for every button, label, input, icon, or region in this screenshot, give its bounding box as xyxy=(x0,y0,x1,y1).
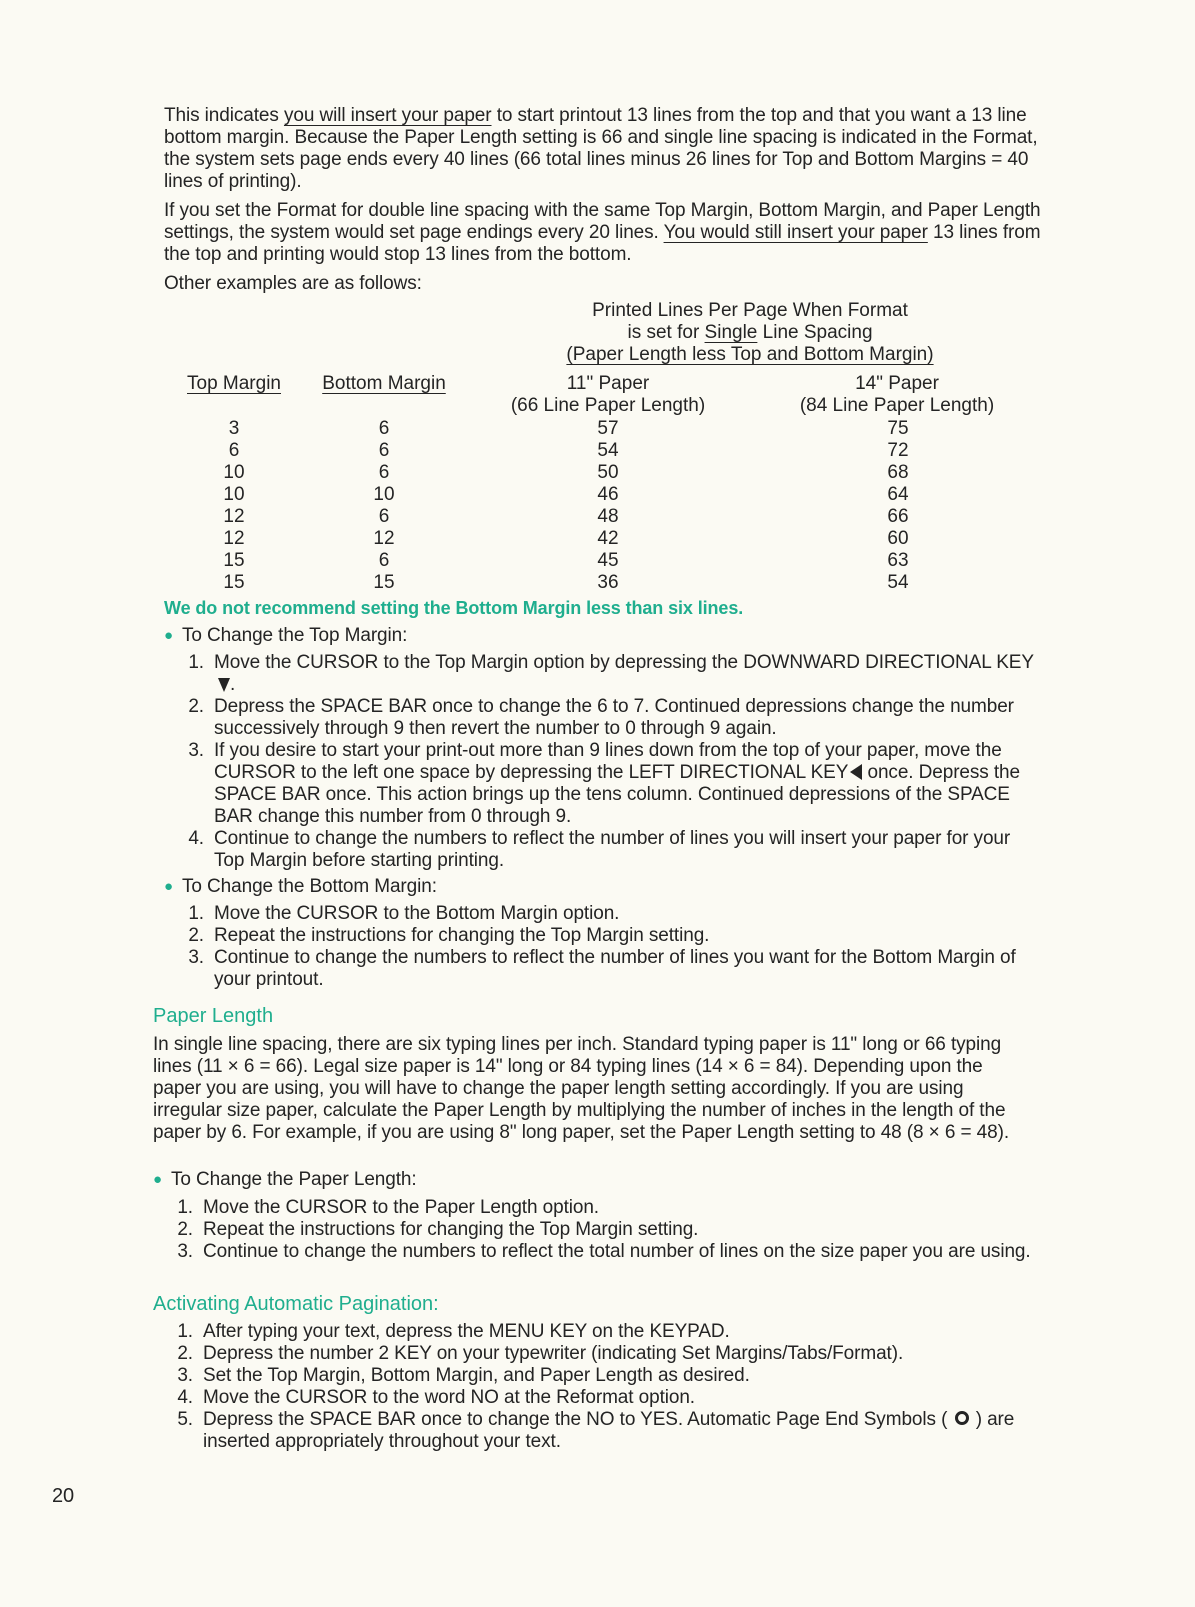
top-margin-bullet: ● To Change the Top Margin: xyxy=(164,625,408,646)
intro-paragraph-2: If you set the Format for double line spacing with the same Top Margin, Bottom Margin, and Paper Length settings, the system would set page endings every 20 lines. You would still insert your paper 13 lines from the top and printing would stop 13 lines from the bottom. xyxy=(164,200,1041,265)
table-cell: 48 xyxy=(597,506,619,527)
list-item: 1. After typing your text, depress the MENU KEY on the KEYPAD. xyxy=(177,1321,730,1342)
column-14-paper-values xyxy=(850,418,946,594)
table-cell: 12 xyxy=(223,528,245,549)
list-item: 1. Move the CURSOR to the Paper Length option. xyxy=(177,1197,599,1218)
table-cell: 63 xyxy=(887,550,909,571)
page-end-symbol-icon xyxy=(955,1411,969,1425)
table-cell: 36 xyxy=(597,572,619,593)
column-top-margin-values xyxy=(172,418,296,594)
pagination-steps xyxy=(153,1321,1033,1453)
table-cell: 46 xyxy=(597,484,619,505)
list-item: 3. If you desire to start your print-out more than 9 lines down from the top of your paper, move the CURSOR to the left one space by depressing the LEFT DIRECTIONAL KEY once. Depress the SPACE BAR once. This action brings up the tens column. Continued depressions of the SPACE BAR change this number from 0 through 9. xyxy=(188,740,1020,827)
table-cell: 6 xyxy=(228,440,240,461)
table-cell: 45 xyxy=(597,550,619,571)
table-cell: 66 xyxy=(887,506,909,527)
table-cell: 6 xyxy=(378,440,390,461)
table-cell: 12 xyxy=(223,506,245,527)
list-item: 3. Continue to change the numbers to reflect the total number of lines on the size paper you are using. xyxy=(177,1241,1031,1262)
intro-paragraph-1: This indicates you will insert your paper to start printout 13 lines from the top and that you want a 13 line bottom margin. Because the Paper Length setting is 66 and single line spacing is indicated in the Format, the system sets page ends every 40 lines (66 total lines minus 26 lines for Top and Bottom Margins = 40 lines of printing). xyxy=(164,105,1038,192)
list-item: 2. Repeat the instructions for changing the Top Margin setting. xyxy=(188,925,710,946)
table-cell: 50 xyxy=(597,462,619,483)
table-cell: 72 xyxy=(887,440,909,461)
column-header-14-paper: 14" Paper (84 Line Paper Length) xyxy=(799,373,995,416)
table-cell: 6 xyxy=(378,550,390,571)
intro-paragraph-3: Other examples are as follows: xyxy=(164,273,422,294)
table-cell: 6 xyxy=(378,418,390,439)
column-header-11-paper: 11" Paper (66 Line Paper Length) xyxy=(510,373,706,416)
table-cell: 15 xyxy=(373,572,395,593)
table-cell: 75 xyxy=(887,418,909,439)
column-header-top-margin: Top Margin xyxy=(187,373,281,394)
table-cell: 12 xyxy=(373,528,395,549)
table-cell: 10 xyxy=(373,484,395,505)
column-11-paper-values xyxy=(560,418,656,594)
list-item: 1. Move the CURSOR to the Bottom Margin option. xyxy=(188,903,620,924)
list-item: 4. Move the CURSOR to the word NO at the Reformat option. xyxy=(177,1387,695,1408)
table-group-header: Printed Lines Per Page When Format is set for Single Line Spacing (Paper Length less Top and Bottom Margin) xyxy=(566,300,934,365)
table-cell: 57 xyxy=(597,418,619,439)
bottom-margin-warning: We do not recommend setting the Bottom Margin less than six lines. xyxy=(164,598,744,618)
list-item: 2. Depress the SPACE BAR once to change the 6 to 7. Continued depressions change the number successively through 9 then revert the number to 0 through 9 again. xyxy=(188,696,1014,739)
table-cell: 15 xyxy=(223,550,245,571)
page-number: 20 xyxy=(52,1485,75,1507)
bullet-icon: ● xyxy=(164,878,173,895)
list-item: 2. Depress the number 2 KEY on your typewriter (indicating Set Margins/Tabs/Format). xyxy=(177,1343,904,1364)
paper-length-heading: Paper Length xyxy=(153,1005,274,1027)
table-cell: 54 xyxy=(597,440,619,461)
top-margin-steps xyxy=(164,652,1034,872)
table-cell: 68 xyxy=(887,462,909,483)
bullet-icon: ● xyxy=(153,1171,162,1188)
list-item: 3. Continue to change the numbers to reflect the number of lines you want for the Bottom Margin of your printout. xyxy=(188,947,1016,990)
bottom-margin-bullet: ● To Change the Bottom Margin: xyxy=(164,876,437,897)
table-cell: 10 xyxy=(223,462,245,483)
paper-length-steps xyxy=(153,1197,1033,1263)
column-header-bottom-margin: Bottom Margin xyxy=(322,373,446,394)
bullet-icon: ● xyxy=(164,627,173,644)
list-item: 3. Set the Top Margin, Bottom Margin, and Paper Length as desired. xyxy=(177,1365,750,1386)
column-bottom-margin-values xyxy=(310,418,458,594)
list-item: 2. Repeat the instructions for changing the Top Margin setting. xyxy=(177,1219,699,1240)
pagination-heading: Activating Automatic Pagination: xyxy=(153,1293,439,1315)
table-cell: 54 xyxy=(887,572,909,593)
list-item: 5. Depress the SPACE BAR once to change the NO to YES. Automatic Page End Symbols ( ) are inserted appropriately throughout your text. xyxy=(177,1409,1015,1452)
table-cell: 60 xyxy=(887,528,909,549)
paper-length-paragraph: In single line spacing, there are six typing lines per inch. Standard typing paper is 11" long or 66 typing lines (11 × 6 = 66). Legal size paper is 14" long or 84 typing lines (14 × 6 = 84). Depending upon the paper you are using, you will have to change the paper length setting accordingly. If you are using irregular size paper, calculate the Paper Length by multiplying the number of inches in the length of the paper by 6. For example, if you are using 8" long paper, set the Paper Length setting to 48 (8 × 6 = 48). xyxy=(153,1034,1010,1143)
table-cell: 42 xyxy=(597,528,619,549)
bottom-margin-steps xyxy=(164,903,1034,991)
list-item: 1. Move the CURSOR to the Top Margin option by depressing the DOWNWARD DIRECTIONAL KEY . xyxy=(188,652,1034,695)
paper-length-bullet: ● To Change the Paper Length: xyxy=(153,1169,417,1190)
table-cell: 64 xyxy=(887,484,909,505)
down-arrow-key-icon xyxy=(218,678,230,692)
table-cell: 6 xyxy=(378,506,390,527)
left-arrow-key-icon xyxy=(850,764,862,780)
table-cell: 10 xyxy=(223,484,245,505)
table-cell: 15 xyxy=(223,572,245,593)
table-cell: 6 xyxy=(378,462,390,483)
list-item: 4. Continue to change the numbers to reflect the number of lines you will insert your paper for your Top Margin before starting printing. xyxy=(188,828,1011,871)
table-cell: 3 xyxy=(228,418,240,439)
